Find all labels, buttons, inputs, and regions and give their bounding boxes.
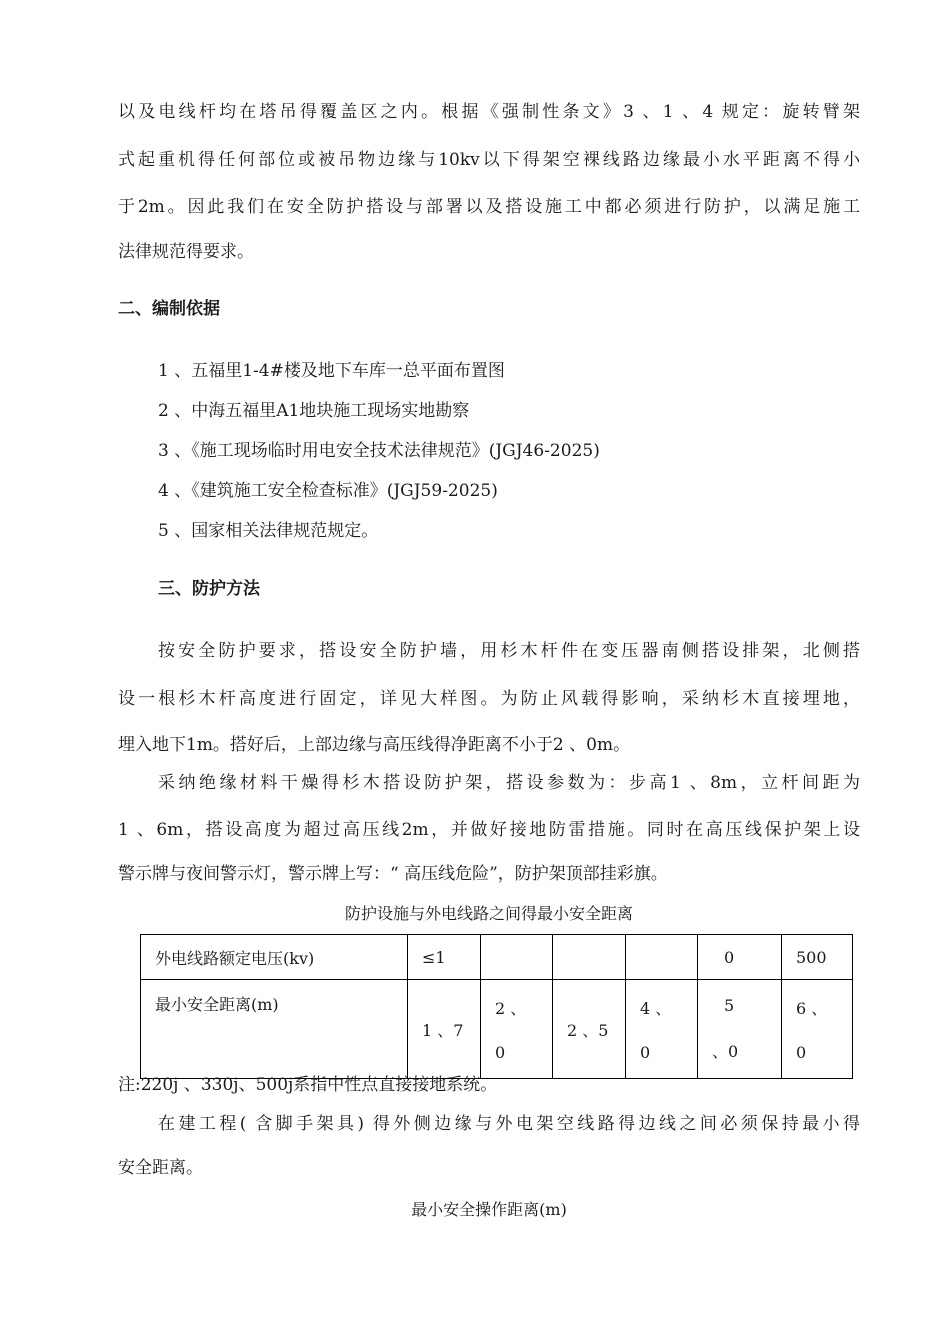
table-cell: 500 xyxy=(782,935,853,980)
body-text-line: 在建工程( 含脚手架具) 得外侧边缘与外电架空线路得边线之间必须保持最小得 xyxy=(158,1114,860,1134)
body-text-line: 以及电线杆均在塔吊得覆盖区之内。根据《强制性条文》3 、1 、4 规定：旋转臂架 xyxy=(118,102,860,122)
cell-stack xyxy=(712,996,781,1062)
table-cell: 0 xyxy=(698,935,782,980)
table-caption: 防护设施与外电线路之间得最小安全距离 xyxy=(344,904,633,923)
cell-text: 0 xyxy=(796,1043,807,1062)
body-text-line: 式起重机得任何部位或被吊物边缘与10kv以下得架空裸线路边缘最小水平距离不得小 xyxy=(118,150,860,170)
body-text-line: 埋入地下1m。搭好后，上部边缘与高压线得净距离不小于2 、0m。 xyxy=(118,735,631,755)
table-row xyxy=(141,935,853,980)
body-text-line: 按安全防护要求，搭设安全防护墙，用杉木杆件在变压器南侧搭设排架，北侧搭 xyxy=(158,641,860,661)
table-cell: 外电线路额定电压(kv) xyxy=(141,935,408,980)
table-cell: 最小安全距离(m) xyxy=(141,980,408,1079)
body-text-line: 采纳绝缘材料干燥得杉木搭设防护架，搭设参数为：步高1 、8m，立杆间距为 xyxy=(158,773,860,793)
body-text-line: 1 、6m，搭设高度为超过高压线2m，并做好接地防雷措施。同时在高压线保护架上设 xyxy=(118,820,860,840)
body-text-line: 法律规范得要求。 xyxy=(118,242,254,262)
table-cell xyxy=(626,980,698,1079)
body-text-line: 于2m。因此我们在安全防护搭设与部署以及搭设施工中都必须进行防护，以满足施工 xyxy=(118,197,860,217)
table-cell xyxy=(698,980,782,1079)
list-item: 1 、五福里1-4#楼及地下车库一总平面布置图 xyxy=(158,361,505,381)
table-cell xyxy=(553,935,626,980)
cell-stack xyxy=(495,996,552,1062)
body-text-line: 警示牌与夜间警示灯，警示牌上写：“ 高压线危险”，防护架顶部挂彩旗。 xyxy=(118,864,668,884)
table-cell: 1 、7 xyxy=(408,980,481,1079)
cell-stack xyxy=(796,996,852,1062)
table-cell: 2 、5 xyxy=(553,980,626,1079)
section-heading: 三、防护方法 xyxy=(158,579,260,599)
table-caption: 最小安全操作距离(m) xyxy=(411,1200,567,1219)
body-text-line: 安全距离。 xyxy=(118,1158,203,1178)
table-cell xyxy=(782,980,853,1079)
cell-stack xyxy=(640,996,697,1062)
cell-text: 0 xyxy=(640,1043,651,1062)
cell-text: 0 xyxy=(495,1043,506,1062)
list-item: 4 、《建筑施工安全检查标准》(JGJ59-2025) xyxy=(158,481,498,501)
safety-distance-table xyxy=(140,934,853,1079)
cell-text: 4 、 xyxy=(640,999,672,1018)
list-item: 2 、中海五福里A1地块施工现场实地勘察 xyxy=(158,401,470,421)
cell-text: 2 、 xyxy=(495,999,527,1018)
body-text-line: 设一根杉木杆高度进行固定，详见大样图。为防止风载得影响，采纳杉木直接埋地， xyxy=(118,689,860,709)
table-note: 注:220j 、330j、500j系指中性点直接接地系统。 xyxy=(118,1075,498,1095)
cell-text: 5 xyxy=(724,996,735,1015)
table-cell: ≤1 xyxy=(408,935,481,980)
table-row xyxy=(141,980,853,1079)
table-cell xyxy=(626,935,698,980)
table-cell xyxy=(481,935,553,980)
list-item: 3 、《施工现场临时用电安全技术法律规范》(JGJ46-2025) xyxy=(158,441,600,461)
cell-text: 、0 xyxy=(712,1042,739,1061)
section-heading: 二、编制依据 xyxy=(118,299,220,319)
cell-text: 6 、 xyxy=(796,999,828,1018)
list-item: 5 、国家相关法律规范规定。 xyxy=(158,521,379,541)
table-cell xyxy=(481,980,553,1079)
